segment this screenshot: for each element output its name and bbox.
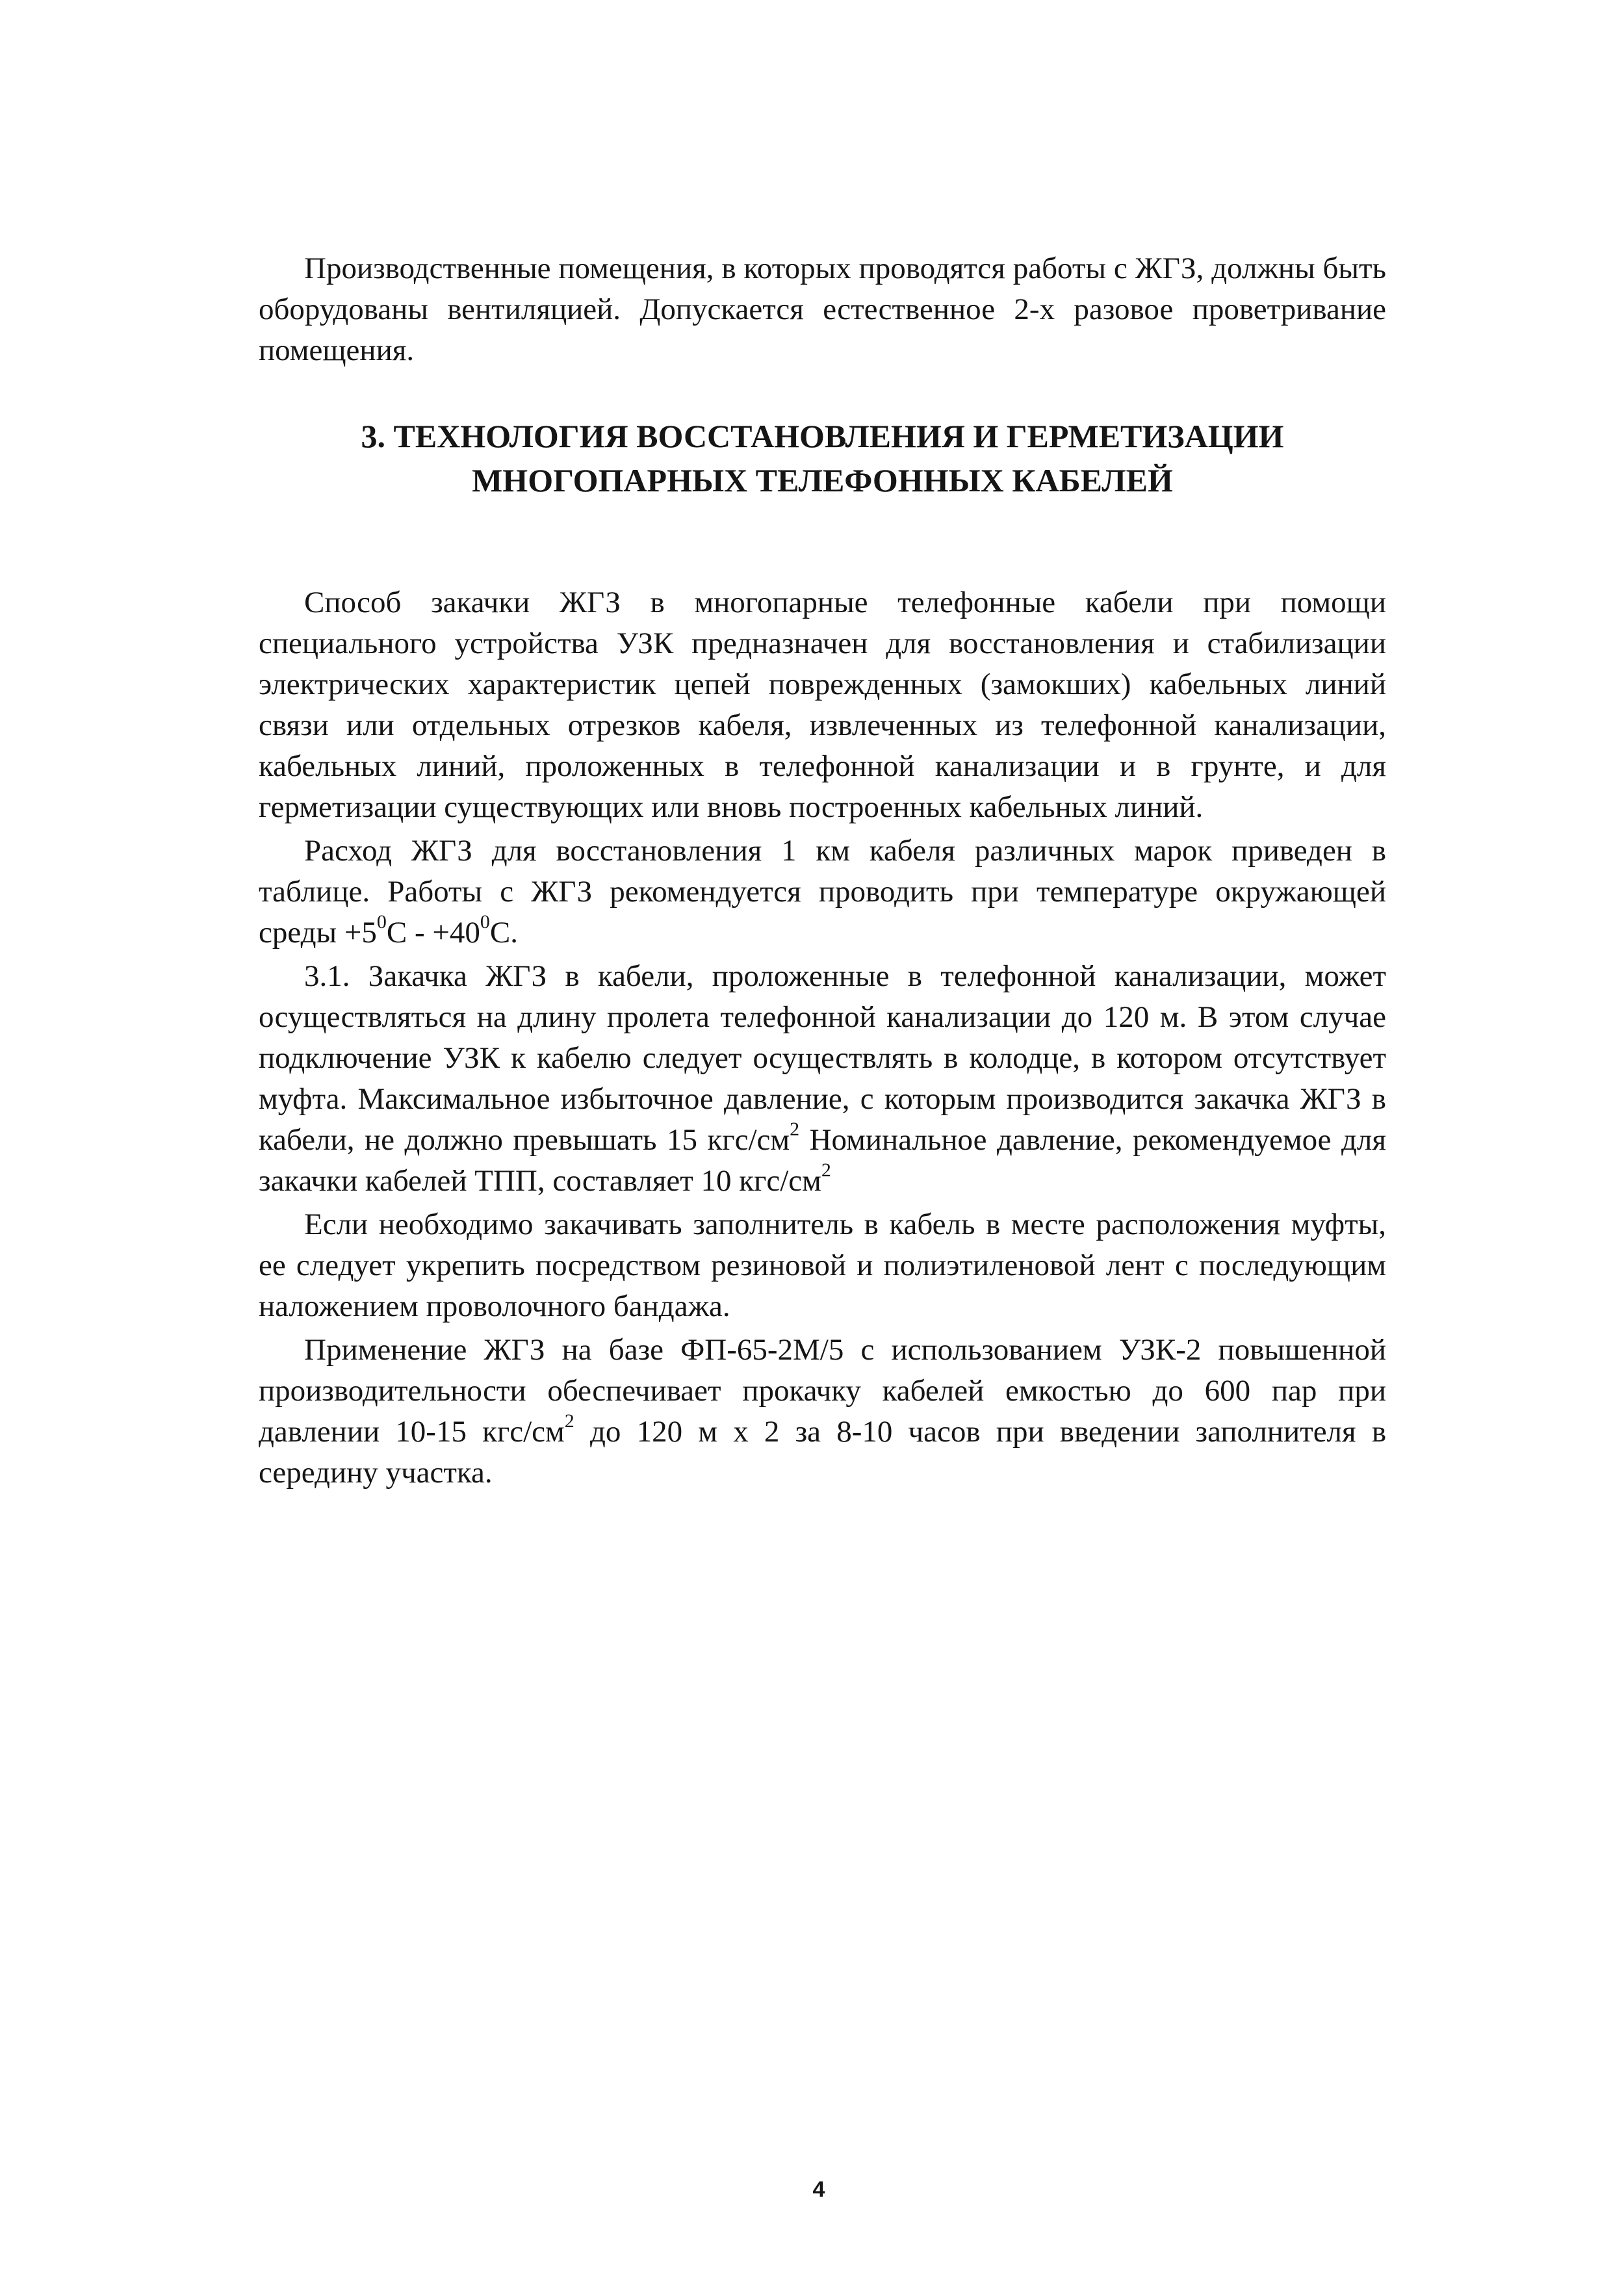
paragraph-consumption xyxy=(259,831,1386,953)
paragraph-pumping-duct-text-a: 3.1. Закачка ЖГЗ в кабели, проложенные в телефонной канализации, может осуществляться на длину пролета телефонной канализации до 120 м. В этом случае подключение УЗК к кабелю следует осуществлять в колодце, в котором отсутствует муфта. Максимальное избыточное давление, с которым производится закачка ЖГЗ в кабели, не должно превышать 15 кгс/см xyxy=(259,959,1386,1157)
paragraph-method: Способ закачки ЖГЗ в многопарные телефонные кабели при помощи специального устройства УЗК предназначен для восстановления и стабилизации электрических характеристик цепей поврежденных (замокших) кабельных линий связи или отдельных отрезков кабеля, извлеченных из телефонной канализации, кабельных линий, проложенных в телефонной канализации и в грунте, и для герметизации существующих или вновь построенных кабельных линий. xyxy=(259,586,1386,824)
intro-section xyxy=(259,248,1386,371)
paragraph-application xyxy=(259,1330,1386,1493)
paragraph-coupling: Если необходимо закачивать заполнитель в кабель в месте расположения муфты, ее следует укрепить посредством резиновой и полиэтиленовой лент с последующим наложением проволочного бандажа. xyxy=(259,1208,1386,1323)
page-number: 4 xyxy=(812,2177,825,2202)
degree-superscript: 0 xyxy=(376,911,387,933)
section-body xyxy=(259,582,1386,1496)
paragraph-consumption-text-c: С. xyxy=(489,916,518,950)
section-heading-line-1: 3. ТЕХНОЛОГИЯ ВОССТАНОВЛЕНИЯ И ГЕРМЕТИЗАЦИИ xyxy=(361,418,1284,454)
section-heading-line-2: МНОГОПАРНЫХ ТЕЛЕФОННЫХ КАБЕЛЕЙ xyxy=(472,462,1173,498)
paragraph-consumption-text-b: С - +40 xyxy=(386,916,480,950)
paragraph-application-text-a: Применение ЖГЗ на базе ФП-65-2М/5 с использованием УЗК-2 повышенной производительности обеспечивает прокачку кабелей емкостью до 600 пар при давлении 10-15 кгс/см xyxy=(259,1333,1386,1449)
paragraph-application-text-b: до 120 м х 2 за 8-10 часов при введении заполнителя в середину участка. xyxy=(259,1415,1387,1490)
unit-superscript: 2 xyxy=(564,1410,574,1432)
intro-paragraph: Производственные помещения, в которых проводятся работы с ЖГЗ, должны быть оборудованы вентиляцией. Допускается естественное 2-х разовое проветривание помещения. xyxy=(259,252,1386,367)
paragraph-pumping-duct-text-b: Номинальное давление, рекомендуемое для закачки кабелей ТПП, составляет 10 кгс/см xyxy=(259,1123,1387,1198)
section-heading xyxy=(259,414,1386,502)
paragraph-consumption-text-a: Расход ЖГЗ для восстановления 1 км кабеля различных марок приведен в таблице. Работы с ЖГЗ рекомендуется проводить при температуре окружающей среды +5 xyxy=(259,834,1386,950)
unit-superscript: 2 xyxy=(821,1159,831,1181)
degree-superscript: 0 xyxy=(480,911,490,933)
paragraph-pumping-duct xyxy=(259,956,1386,1202)
unit-superscript: 2 xyxy=(790,1118,800,1140)
